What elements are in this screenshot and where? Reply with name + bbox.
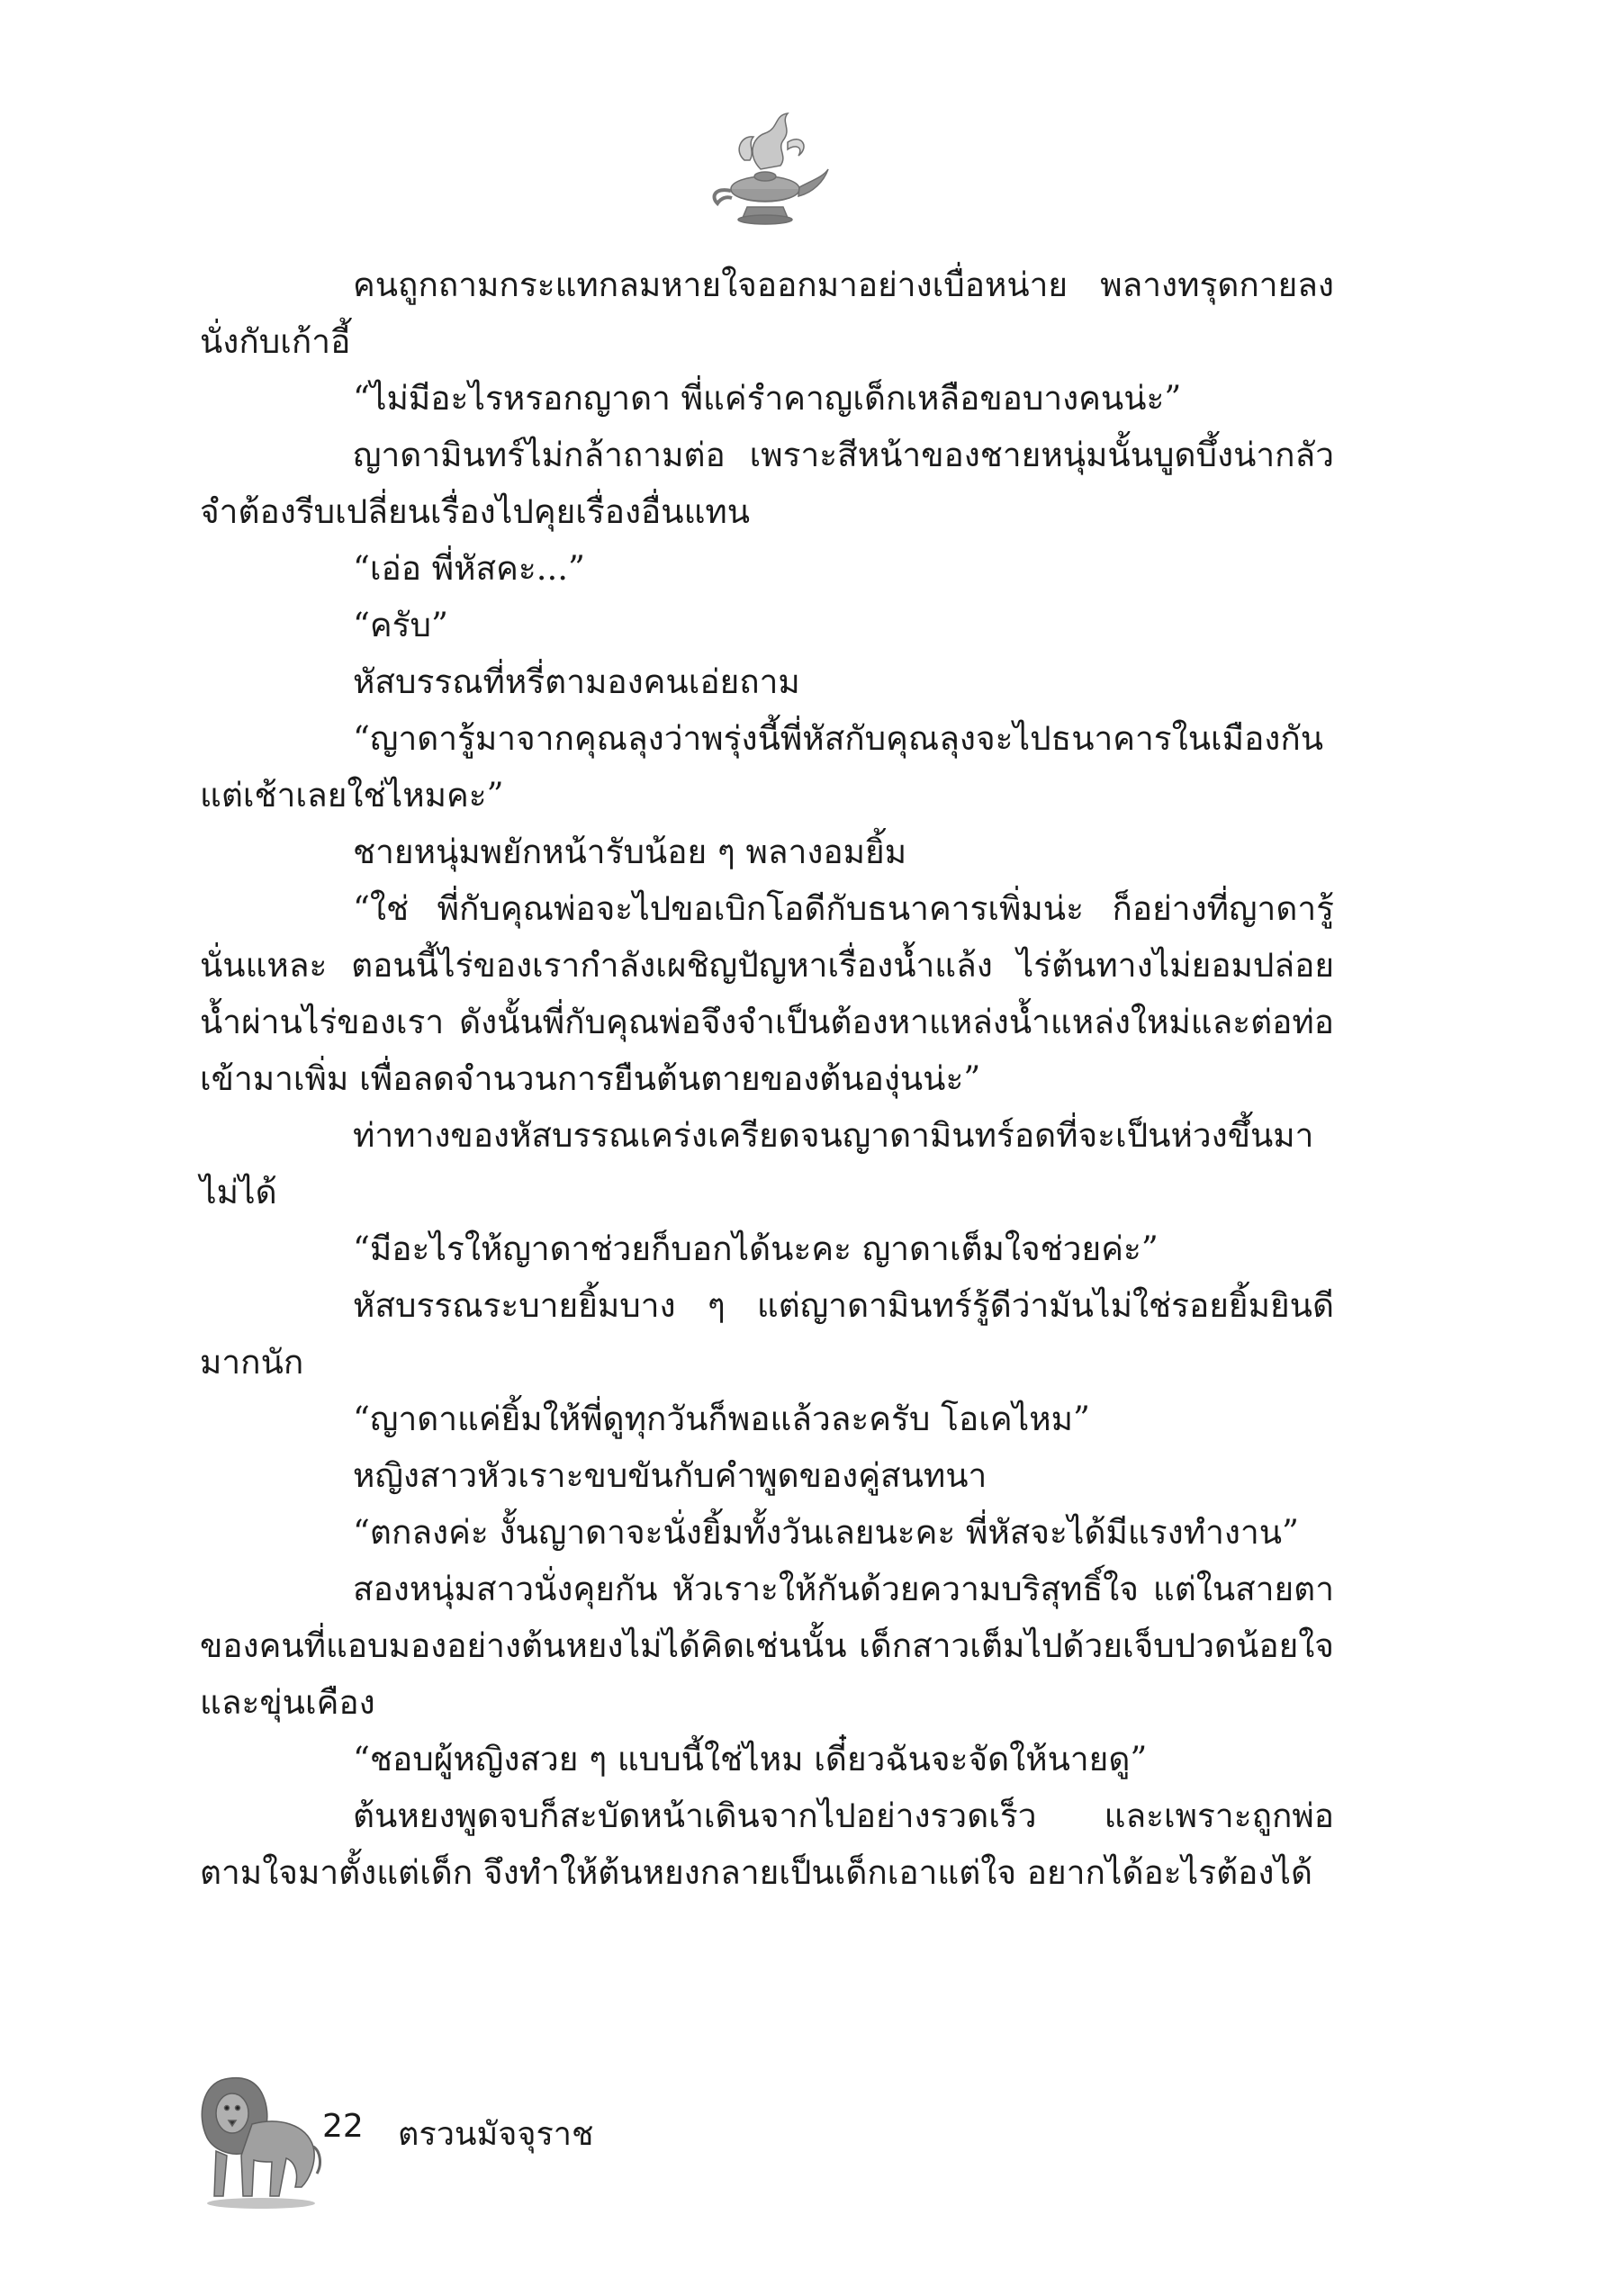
paragraph: ต้นหยงพูดจบก็สะบัดหน้าเดินจากไปอย่างรวดเร็ว และเพราะถูกพ่อตามใจมาตั้งแต่เด็ก จึงทำให้ต้นหยงกลายเป็นเด็กเอาแต่ใจ อยากได้อะไรต้องได้ xyxy=(200,1796,1334,1892)
paragraph: หญิงสาวหัวเราะขบขันกับคำพูดของคู่สนทนา xyxy=(353,1456,987,1495)
paragraph: “ครับ” xyxy=(353,606,448,644)
paragraph: หัสบรรณที่หรี่ตามองคนเอ่ยถาม xyxy=(353,662,800,701)
paragraph: คนถูกถามกระแทกลมหายใจออกมาอย่างเบื่อหน่าย พลางทรุดกายลงนั่งกับเก้าอี้ xyxy=(200,266,1334,361)
paragraph: ญาดามินทร์ไม่กล้าถามต่อ เพราะสีหน้าของชายหนุ่มนั้นบูดบึ้งน่ากลัว จำต้องรีบเปลี่ยนเรื่องไปคุยเรื่องอื่นแทน xyxy=(200,436,1334,531)
paragraph: ท่าทางของหัสบรรณเคร่งเครียดจนญาดามินทร์อดที่จะเป็นห่วงขึ้นมาไม่ได้ xyxy=(200,1116,1314,1211)
lion-icon xyxy=(189,2061,324,2214)
paragraph: “มีอะไรให้ญาดาช่วยก็บอกได้นะคะ ญาดาเต็มใจช่วยค่ะ” xyxy=(353,1229,1159,1268)
paragraph: “ญาดาแค่ยิ้มให้พี่ดูทุกวันก็พอแล้วละครับ โอเคไหม” xyxy=(353,1400,1090,1438)
paragraph: “ญาดารู้มาจากคุณลุงว่าพรุ่งนี้พี่หัสกับคุณลุงจะไปธนาคารในเมืองกันแต่เช้าเลยใช่ไหมคะ” xyxy=(200,719,1324,815)
body-text xyxy=(200,257,1334,1901)
paragraph: ชายหนุ่มพยักหน้ารับน้อย ๆ พลางอมยิ้ม xyxy=(353,833,907,871)
paragraph: “ตกลงค่ะ งั้นญาดาจะนั่งยิ้มทั้งวันเลยนะคะ พี่หัสจะได้มีแรงทำงาน” xyxy=(353,1513,1299,1552)
book-title: ตรวนมัจจุราช xyxy=(398,2116,594,2153)
paragraph: “ใช่ พี่กับคุณพ่อจะไปขอเบิกโอดีกับธนาคารเพิ่มน่ะ ก็อย่างที่ญาดารู้นั่นแหละ ตอนนี้ไร่ของเรากำลังเผชิญปัญหาเรื่องน้ำแล้ง ไร่ต้นทางไม่ยอมปล่อยน้ำผ่านไร่ของเรา ดังนั้นพี่กับคุณพ่อจึงจำเป็นต้องหาแหล่งน้ำแหล่งใหม่และต่อท่อเข้ามาเพิ่ม เพื่อลดจำนวนการยืนต้นตายของต้นองุ่นน่ะ” xyxy=(200,889,1334,1098)
page-number: 22 xyxy=(322,2108,364,2145)
paragraph: “ไม่มีอะไรหรอกญาดา พี่แค่รำคาญเด็กเหลือขอบางคนน่ะ” xyxy=(353,379,1182,418)
magic-lamp-icon xyxy=(698,106,833,232)
paragraph: หัสบรรณระบายยิ้มบาง ๆ แต่ญาดามินทร์รู้ดีว่ามันไม่ใช่รอยยิ้มยินดีมากนัก xyxy=(200,1286,1334,1382)
paragraph: สองหนุ่มสาวนั่งคุยกัน หัวเราะให้กันด้วยความบริสุทธิ์ใจ แต่ในสายตาของคนที่แอบมองอย่างต้นหยงไม่ได้คิดเช่นนั้น เด็กสาวเต็มไปด้วยเจ็บปวดน้อยใจ และขุ่นเคือง xyxy=(200,1570,1334,1722)
paragraph: “เอ่อ พี่หัสคะ...” xyxy=(353,549,585,588)
paragraph: “ชอบผู้หญิงสวย ๆ แบบนี้ใช่ไหม เดี๋ยวฉันจะจัดให้นายดู” xyxy=(353,1740,1148,1778)
page-footer xyxy=(189,2061,729,2223)
